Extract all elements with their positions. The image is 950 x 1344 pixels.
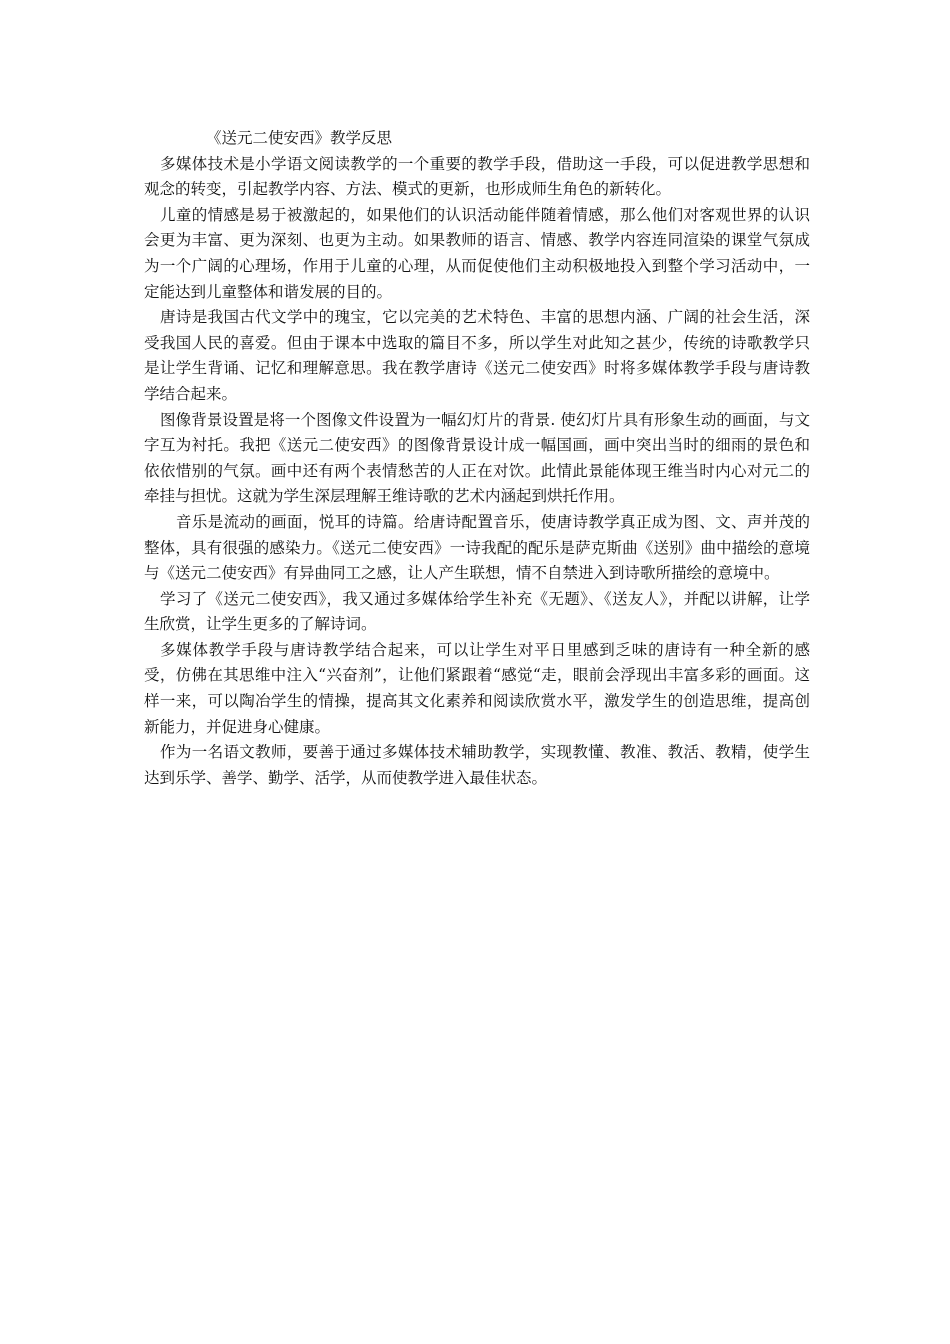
document-body xyxy=(144,126,810,791)
paragraph-new-feeling: 多媒体教学手段与唐诗教学结合起来，可以让学生对平日里感到乏味的唐诗有一种全新的感受，仿佛在其思维中注入“兴奋剂”，让他们紧跟着“感觉“走，眼前会浮现出丰富多彩的画面。这样一来，可以陶冶学生的情操，提高其文化素养和阅读欣赏水平，激发学生的创造思维，提高创新能力，并促进身心健康。 xyxy=(144,640,810,736)
document-title: 《送元二使安西》教学反思 xyxy=(206,129,393,147)
paragraph-tang-poetry: 唐诗是我国古代文学中的瑰宝，它以完美的艺术特色、丰富的思想内涵、广阔的社会生活，深受我国人民的喜爱。但由于课本中选取的篇目不多，所以学生对此知之甚少，传统的诗歌教学只是让学生背诵、记忆和理解意思。我在教学唐诗《送元二使安西》时将多媒体教学手段与唐诗教学结合起来。 xyxy=(144,308,810,403)
paragraph-image-background: 图像背景设置是将一个图像文件设置为一幅幻灯片的背景. 使幻灯片具有形象生动的画面，与文字互为衬托。我把《送元二使安西》的图像背景设计成一幅国画，画中突出当时的细雨的景色和依依惜别的气氛。画中还有两个表情愁苦的人正在对饮。此情此景能体现王维当时内心对元二的牵挂与担忧。这就为学生深层理解王维诗歌的艺术内涵起到烘托作用。 xyxy=(144,410,810,506)
paragraph-multimedia-intro: 多媒体技术是小学语文阅读教学的一个重要的教学手段，借助这一手段，可以促进教学思想和观念的转变，引起教学内容、方法、模式的更新，也形成师生角色的新转化。 xyxy=(144,154,810,199)
paragraph-children-emotion: 儿童的情感是易于被激起的，如果他们的认识活动能伴随着情感，那么他们对客观世界的认识会更为丰富、更为深刻、也更为主动。如果教师的语言、情感、教学内容连同渲染的课堂气氛成为一个广阔的心理场，作用于儿童的心理，从而促使他们主动积极地投入到整个学习活动中，一定能达到儿童整体和谐发展的目的。 xyxy=(144,205,810,301)
paragraph-supplementary-poems: 学习了《送元二使安西》，我又通过多媒体给学生补充《无题》、《送友人》，并配以讲解，让学生欣赏，让学生更多的了解诗词。 xyxy=(144,589,810,634)
paragraph-conclusion: 作为一名语文教师，要善于通过多媒体技术辅助教学，实现教懂、教准、教活、教精，使学生达到乐学、善学、勤学、活学，从而使教学进入最佳状态。 xyxy=(144,743,810,787)
paragraph-music: 音乐是流动的画面，悦耳的诗篇。给唐诗配置音乐，使唐诗教学真正成为图、文、声并茂的整体，具有很强的感染力。《送元二使安西》一诗我配的配乐是萨克斯曲《送别》曲中描绘的意境与《送元二使安西》有异曲同工之感，让人产生联想，情不自禁进入到诗歌所描绘的意境中。 xyxy=(144,512,810,583)
